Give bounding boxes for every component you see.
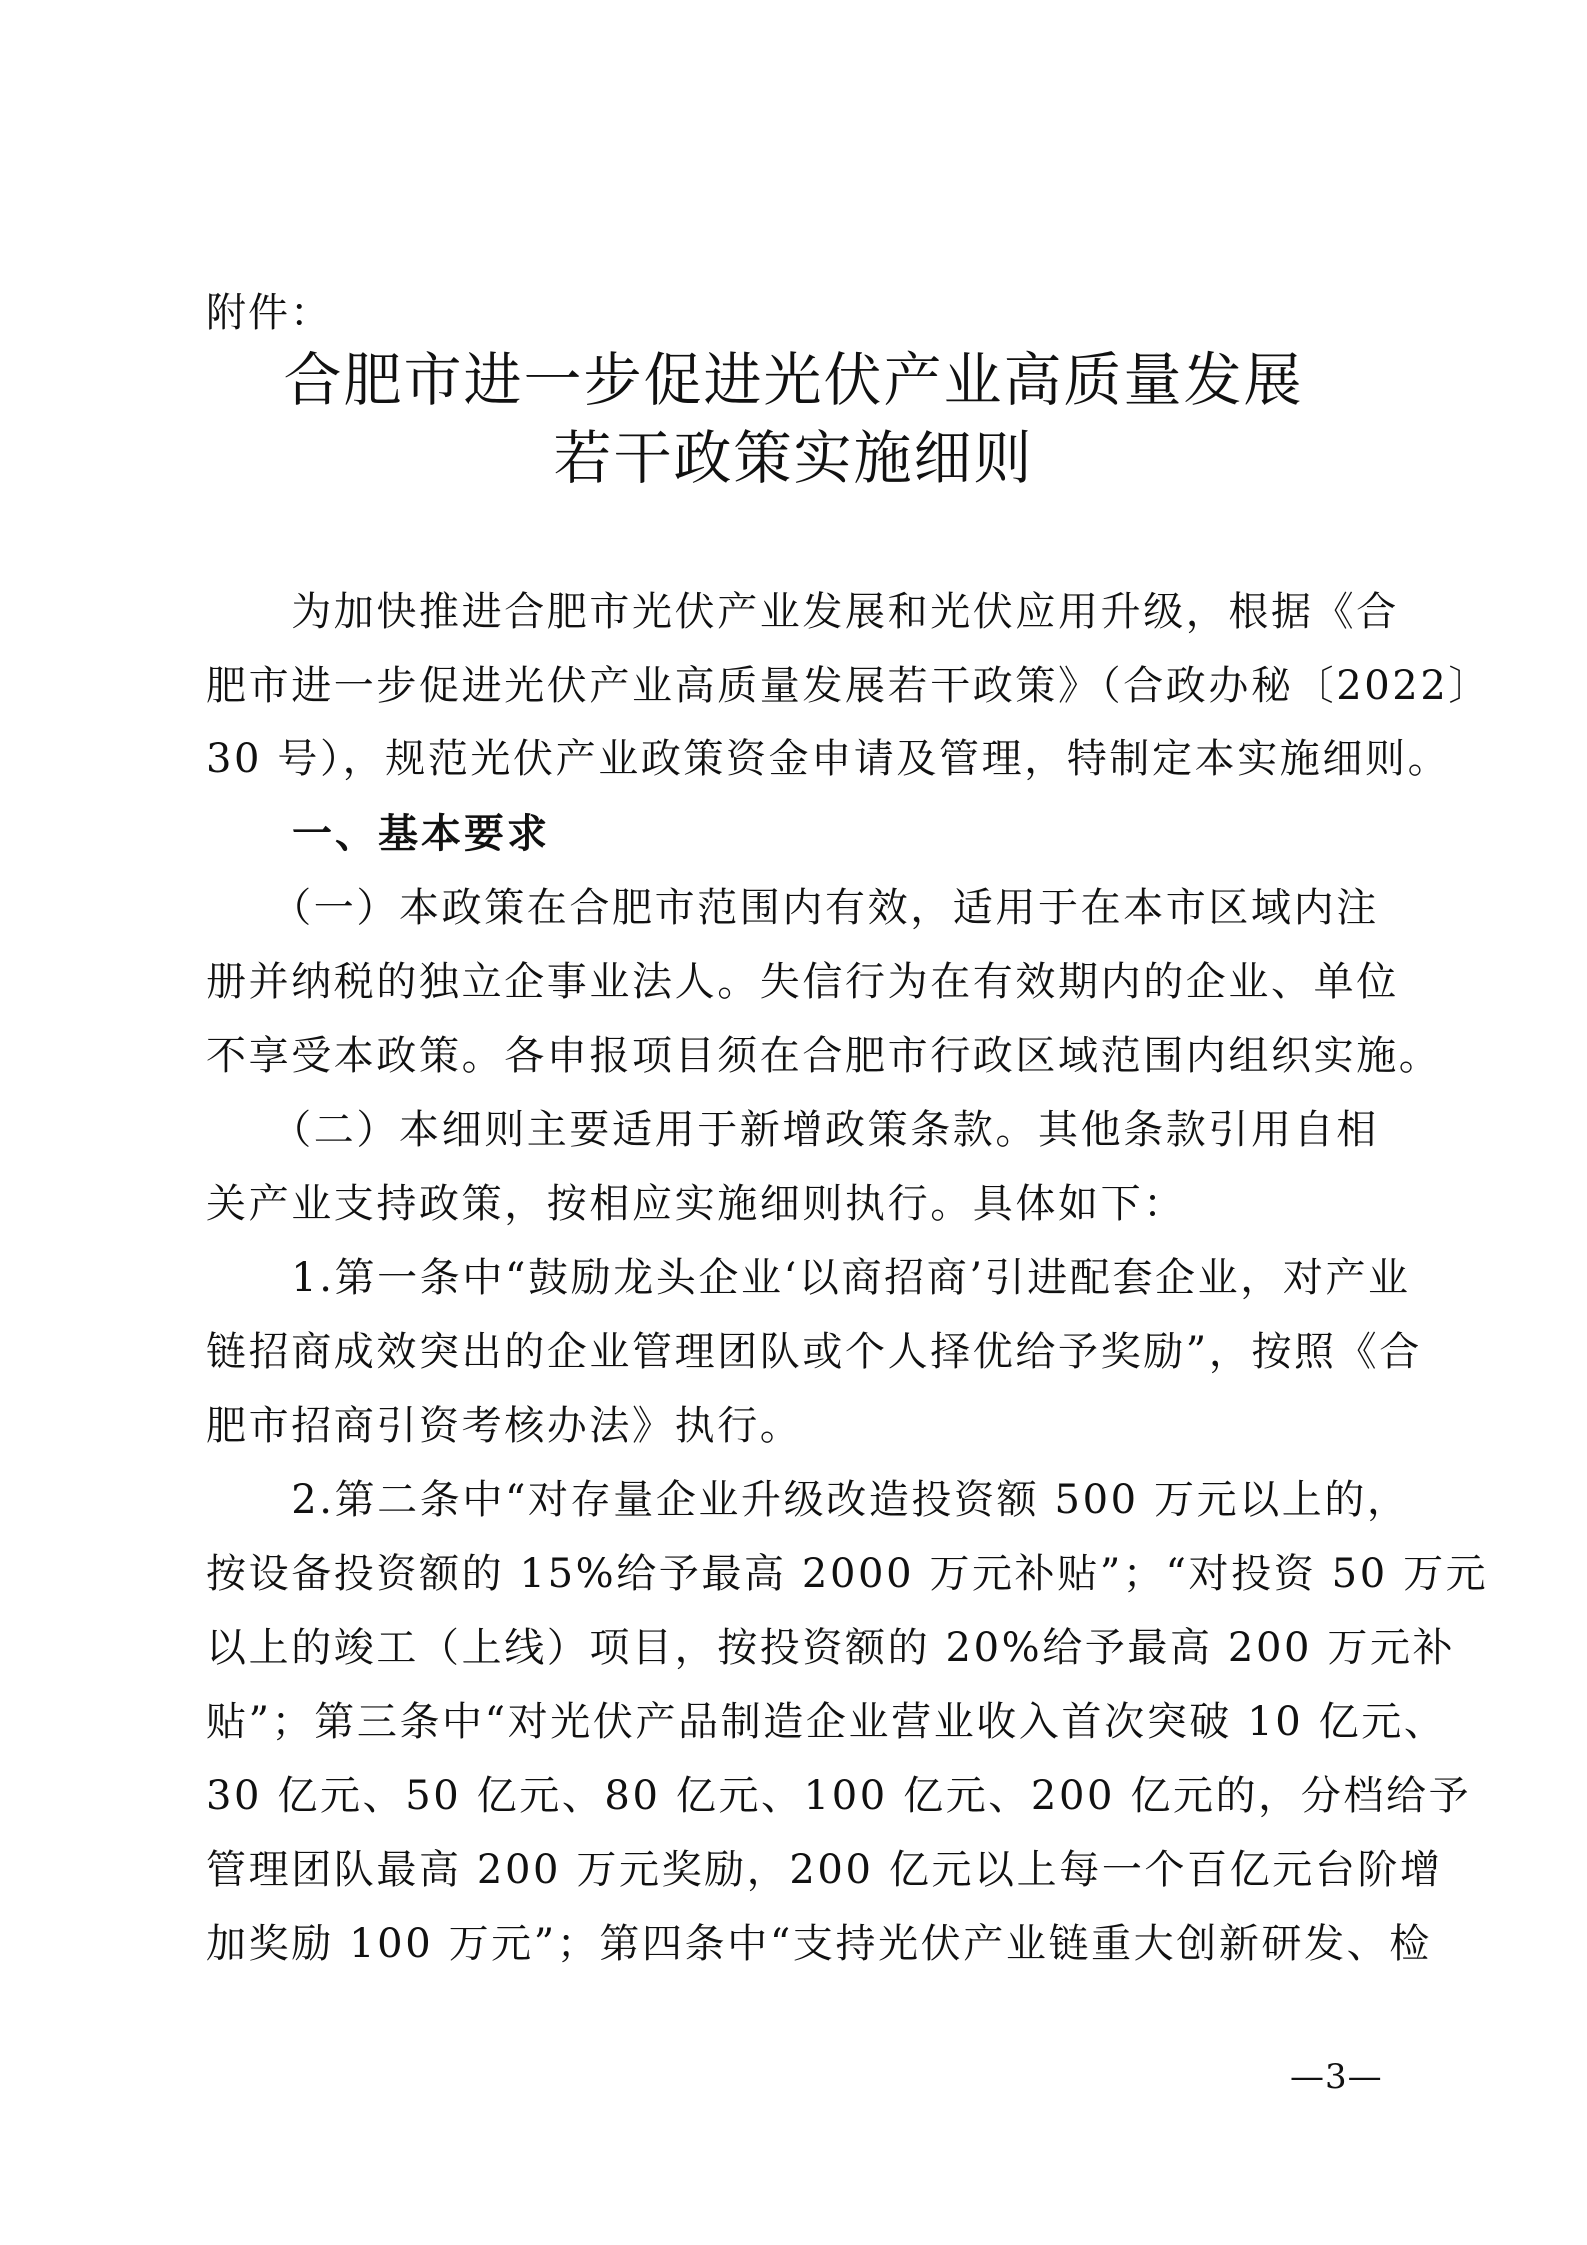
item-1-line-3: 肥市招商引资考核办法》执行。 — [206, 1403, 803, 1449]
document-title-line-2: 若干政策实施细则 — [553, 424, 1034, 492]
clause-1-line-3: 不享受本政策。各申报项目须在合肥市行政区域范围内组织实施。 — [206, 1033, 1442, 1079]
clause-1-line-2: 册并纳税的独立企事业法人。失信行为在有效期内的企业、单位 — [206, 959, 1399, 1005]
clause-2-line-2: 关产业支持政策，按相应实施细则执行。具体如下： — [206, 1181, 1186, 1227]
section-heading: 一、基本要求 — [292, 811, 550, 857]
item-2-line-7: 加奖励 100 万元”；第四条中“支持光伏产业链重大创新研发、检 — [206, 1921, 1432, 1967]
item-2-line-3: 以上的竣工（上线）项目，按投资额的 20%给予最高 200 万元补 — [206, 1625, 1456, 1671]
item-2-line-2: 按设备投资额的 15%给予最高 2000 万元补贴”；“对投资 50 万元 — [206, 1551, 1489, 1597]
intro-line-1: 为加快推进合肥市光伏产业发展和光伏应用升级，根据《合 — [206, 589, 1399, 635]
intro-line-3: 30 号），规范光伏产业政策资金申请及管理，特制定本实施细则。 — [206, 736, 1451, 782]
item-2-line-6: 管理团队最高 200 万元奖励，200 亿元以上每一个百亿元台阶增 — [206, 1847, 1443, 1893]
attachment-label: 附件： — [206, 290, 332, 336]
clause-2-line-1: （二）本细则主要适用于新增政策条款。其他条款引用自相 — [206, 1107, 1379, 1153]
item-1-line-2: 链招商成效突出的企业管理团队或个人择优给予奖励”，按照《合 — [206, 1329, 1422, 1375]
item-2-line-4: 贴”；第三条中“对光伏产品制造企业营业收入首次突破 10 亿元、 — [206, 1699, 1447, 1745]
page-number: —3— — [1290, 2057, 1383, 2097]
intro-line-2: 肥市进一步促进光伏产业高质量发展若干政策》（合政办秘〔2022〕 — [206, 663, 1491, 709]
item-1-line-1: 1.第一条中“鼓励龙头企业‘以商招商’引进配套企业，对产业 — [206, 1255, 1411, 1301]
item-2-line-5: 30 亿元、50 亿元、80 亿元、100 亿元、200 亿元的，分档给予 — [206, 1773, 1472, 1819]
clause-1-line-1: （一）本政策在合肥市范围内有效，适用于在本市区域内注 — [206, 885, 1379, 931]
document-title-line-1: 合肥市进一步促进光伏产业高质量发展 — [283, 346, 1304, 414]
item-2-line-1: 2.第二条中“对存量企业升级改造投资额 500 万元以上的， — [206, 1477, 1410, 1523]
